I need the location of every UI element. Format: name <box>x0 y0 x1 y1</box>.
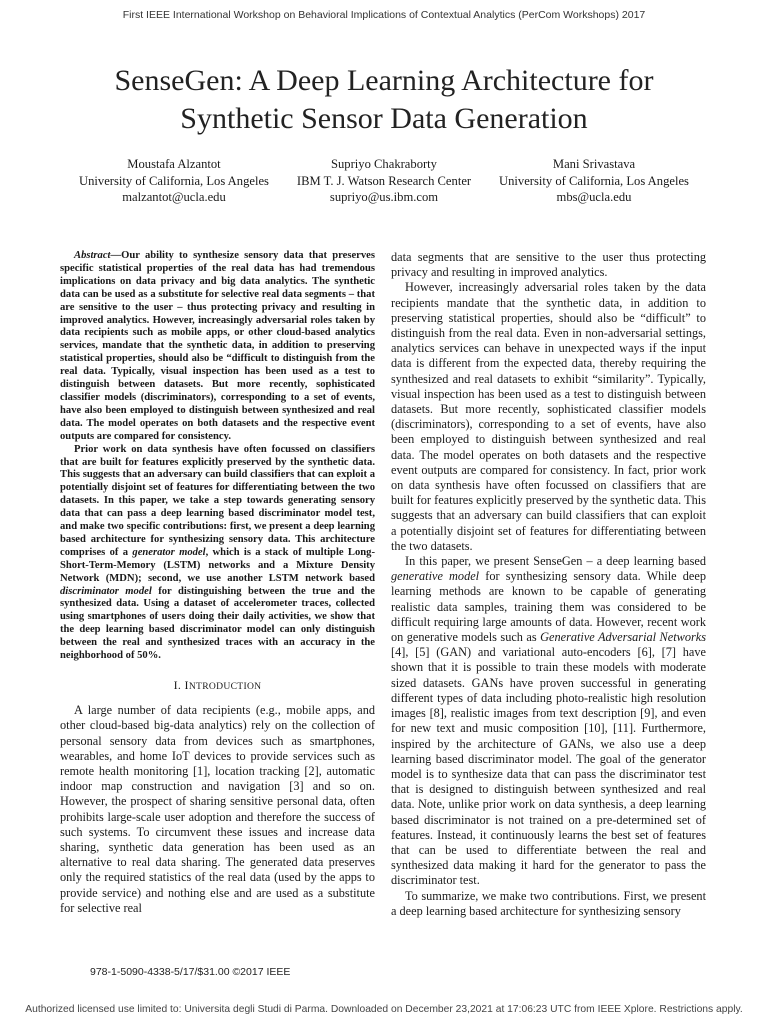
abstract-emphasis: discriminator model <box>60 585 152 597</box>
author-affiliation: IBM T. J. Watson Research Center <box>296 173 472 188</box>
section-heading <box>60 678 375 694</box>
abstract-text: —Our ability to synthesize sensory data that preserves specific statistical properties of the real data has had tremendous implications on data privacy and big data analytics. The synthetic data can be used as a substitute for selective real data segments – that are sensitive to the user – thus protecting privacy and resulting in improved analytics. However, increasingly adversarial roles taken by data recipients such as mobile apps, or other cloud-based analytics services, mandate that the synthetic data, in addition to preserving statistical properties, should also be “difficult to distinguish from the real data. Typically, visual inspection has been used as a test to distinguish between datasets. But more recently, sophisticated classifier models (discriminators), corresponding to a set of events, have also been employed to distinguish between synthesized and real data. The model operates on both datasets and the respective event outputs are compared for consistency. <box>60 250 375 442</box>
conference-header: First IEEE International Workshop on Behavioral Implications of Contextual Analytics (PerCom Workshops) 2017 <box>122 9 646 21</box>
license-footer: Authorized licensed use limited to: Universita degli Studi di Parma. Downloaded on December 23,2021 at 17:06:23 UTC from IEEE Xplore. Restrictions apply. <box>25 1004 743 1015</box>
body-text: [4], [5] (GAN) and variational auto-encoders [6], [7] have shown that it is possible to train these models with moderate sized datasets. GANs have proven successful in generating different types of data including photo-realistic high resolution images [8], realistic images from text description [9], and even for new text and music composition [10], [11]. Furthermore, inspired by the architecture of GANs, we also use a deep learning based discriminator model. The goal of the generator model is to synthesize data that can pass the discriminator test that is designed to distinguish between synthesized and real data. Note, unlike prior work on data synthesis, a deep learning based discriminator is not trained on a pre-determined set of features. Instead, it continuously learns the best set of features that can be used to differentiate between the real and synthesized data making it hard for the generator to pass the discriminator test. <box>391 645 706 888</box>
right-column <box>391 250 706 919</box>
title-line-1: SenseGen: A Deep Learning Architecture for <box>114 64 654 97</box>
author-name: Mani Srivastava <box>552 157 636 171</box>
section-number: I. <box>173 678 182 692</box>
section-title-rest: NTRODUCTION <box>188 681 262 692</box>
body-paragraph <box>391 554 706 888</box>
abstract-paragraph <box>60 444 375 663</box>
body-paragraph: To summarize, we make two contributions. First, we present a deep learning based architecture for synthesizing sensory <box>391 888 706 918</box>
author-affiliation: University of California, Los Angeles <box>79 173 269 188</box>
body-text: for synthesizing sensory data. While deep learning methods are known to be capable of generating realistic data samples, training them was considered to be difficult requiring large amounts of data. However, recent work on generative models such as <box>391 569 706 645</box>
body-emphasis: Generative Adversarial Networks <box>540 630 706 645</box>
author-name: Supriyo Chakraborty <box>331 157 437 171</box>
abstract-text: Prior work on data synthesis have often focussed on classifiers that are built for features explicitly preserved by the synthetic data. This suggests that an adversary can build classifiers that can exploit a potentially disjoint set of features for differentiating between the two datasets. In this paper, we take a step towards generating sensory data that can pass a deep learning based discriminator model test, and make two specific contributions: first, we present a deep learning based architecture for synthesizing sensory data. This architecture comprises of a <box>60 443 375 558</box>
left-column <box>60 250 375 916</box>
abstract-emphasis: generator model <box>132 546 206 558</box>
abstract-paragraph <box>60 250 375 444</box>
isbn-footer: 978-1-5090-4338-5/17/$31.00 ©2017 IEEE <box>90 966 291 978</box>
abstract <box>60 250 375 663</box>
title-line-2: Synthetic Sensor Data Generation <box>180 102 588 135</box>
abstract-text: for distinguishing between the true and the synthesized data. Using a dataset of accelerometer traces, collected using smartphones of users doing their daily activities, we show that the deep learning based discriminator model can only distinguish between the real and synthesized traces with an accuracy in the neighborhood of 50%. <box>60 585 375 662</box>
body-emphasis: generative model <box>391 569 480 584</box>
author-email: mbs@ucla.edu <box>556 190 632 204</box>
author-name: Moustafa Alzantot <box>127 157 221 171</box>
section-body <box>60 703 375 916</box>
paper-title <box>40 62 728 138</box>
abstract-label: Abstract <box>74 250 111 261</box>
section-title-initial: I <box>184 678 189 692</box>
body-paragraph: data segments that are sensitive to the user thus protecting privacy and resulting in improved analytics. <box>391 250 706 280</box>
body-paragraph: A large number of data recipients (e.g., mobile apps, and other cloud-based big-data analytics) rely on the collection of personal sensory data from devices such as smartphones, wearables, and home IoT devices to provide services such as remote health monitoring [1], location tracking [2], automatic indoor map construction and navigation [3] and so on. However, the prospect of sharing sensitive personal data, often prohibits large-scale user adoption and therefore the success of such systems. To circumvent these issues and increase data sharing, synthetic data generation has been used as an alternative to real data sharing. The generated data preserves only the required statistics of the real data (used by the apps to provide service) and nothing else and are used as a substitute for selective real <box>60 703 375 915</box>
body-paragraph: However, increasingly adversarial roles taken by the data recipients mandate that the synthetic data, in addition to preserving statistical properties, should also be “difficult” to distinguish from the real data. Even in non-adversarial settings, analytics services can behave in unexpected ways if the input data is different from the expected data, thereby requiring the synthesized and real datasets to exhibit “similarity”. Typically, visual inspection has been used as a test to distinguish between datasets. But more recently, sophisticated classifier models (discriminators), corresponding to a set of events, have also been employed to distinguish between synthesized and real data. The model operates on both datasets and the respective event outputs are compared for consistency. In fact, prior work on data synthesis have often focussed on classifiers that are built for features explicitly preserved by the synthetic data. This suggests that an adversary can build classifiers that can exploit a potentially disjoint set of features for differentiating between the two datasets. <box>391 280 706 553</box>
author-affiliation: University of California, Los Angeles <box>499 173 689 188</box>
author-block <box>469 156 719 206</box>
author-email: supriyo@us.ibm.com <box>329 190 439 204</box>
author-email: malzantot@ucla.edu <box>122 190 226 204</box>
body-text: In this paper, we present SenseGen – a deep learning based <box>405 554 706 569</box>
abstract-text: , which is a stack of multiple Long-Short-Term-Memory (LSTM) networks and a Mixture Density Network (MDN); second, we use another LSTM network based <box>60 546 375 584</box>
